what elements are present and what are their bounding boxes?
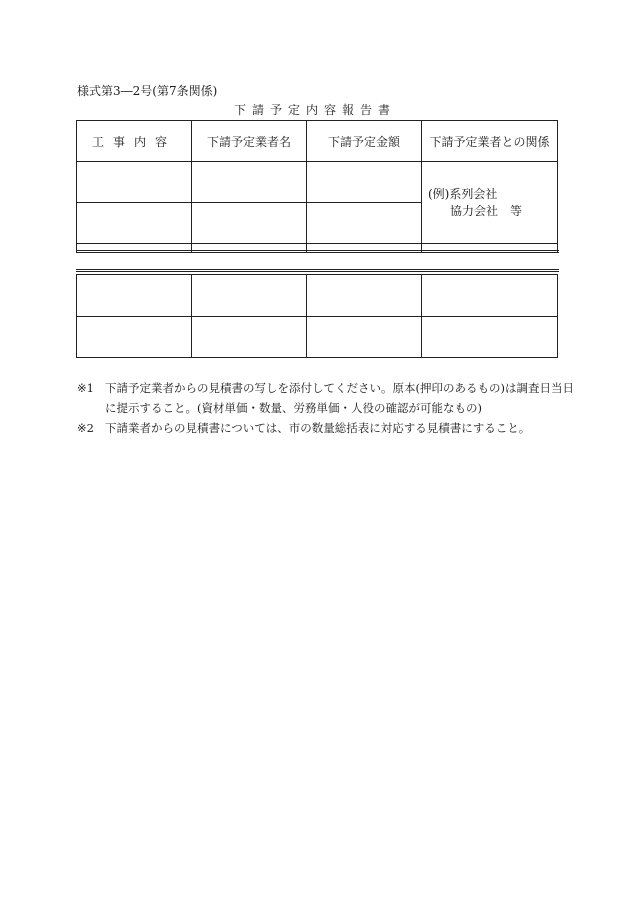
subcontract-table-bottom	[76, 274, 558, 358]
cell-subcontract-amount[interactable]	[307, 162, 422, 203]
note-1-mark: ※1	[77, 381, 94, 395]
cell-subcontract-amount[interactable]	[307, 203, 422, 244]
cell-work-content[interactable]	[77, 275, 192, 317]
note-1	[77, 378, 577, 418]
cell-subcontractor-name[interactable]	[192, 203, 307, 244]
subcontract-table-top	[76, 120, 558, 252]
note-2-text: 下請業者からの見積書については、市の数量総括表に対応する見積書にすること。	[105, 421, 531, 435]
notes	[77, 378, 577, 438]
header-subcontractor-name: 下請予定業者名	[192, 121, 307, 162]
cell-subcontract-amount[interactable]	[307, 275, 422, 317]
cell-subcontractor-name[interactable]	[192, 162, 307, 203]
cell-relationship-example[interactable]	[422, 162, 558, 244]
relation-example-line1: (例)系列会社	[428, 186, 498, 201]
note-2-mark: ※2	[77, 421, 94, 435]
header-subcontract-amount: 下請予定金額	[307, 121, 422, 162]
table-break-line-bottom	[76, 269, 559, 272]
table-break-line-top	[76, 250, 559, 253]
table-row	[77, 316, 558, 358]
form-number: 様式第3―2号(第7条関係)	[77, 84, 218, 98]
cell-subcontractor-name[interactable]	[192, 275, 307, 317]
cell-subcontractor-name[interactable]	[192, 316, 307, 358]
cell-relationship[interactable]	[422, 316, 558, 358]
document-title: 下請予定内容報告書	[233, 103, 396, 117]
note-2	[77, 418, 577, 438]
cell-work-content[interactable]	[77, 316, 192, 358]
cell-work-content[interactable]	[77, 162, 192, 203]
cell-work-content[interactable]	[77, 203, 192, 244]
table-row	[77, 162, 558, 203]
note-1-text: 下請予定業者からの見積書の写しを添付してください。原本(押印のあるもの)は調査日当日に提示すること。(資材単価・数量、労務単価・人役の確認が可能なもの)	[105, 381, 574, 415]
header-relationship: 下請予定業者との関係	[422, 121, 558, 162]
table-row	[77, 275, 558, 317]
header-work-content: 工事内容	[77, 121, 192, 162]
table-header-row	[77, 121, 558, 162]
cell-subcontract-amount[interactable]	[307, 316, 422, 358]
relation-example-line2: 協力会社 等	[450, 203, 523, 218]
cell-relationship[interactable]	[422, 275, 558, 317]
